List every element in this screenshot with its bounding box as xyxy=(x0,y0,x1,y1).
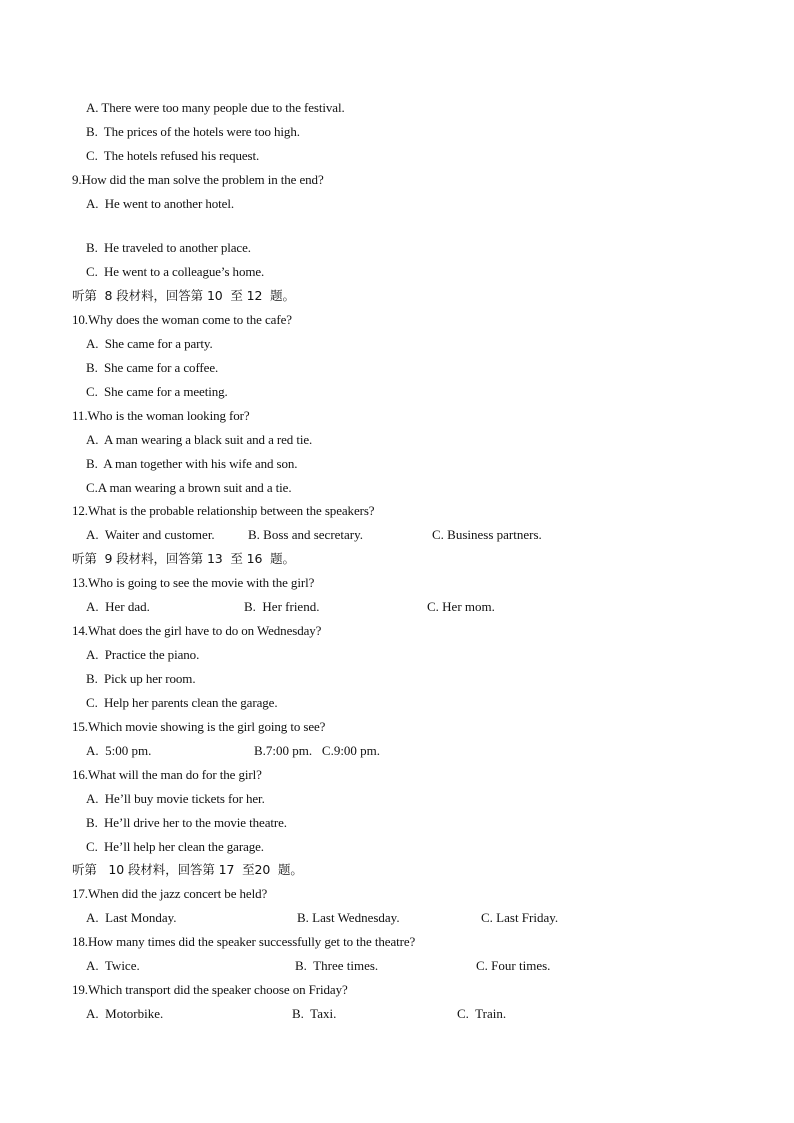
q16-option-a: A. He’ll buy movie tickets for her. xyxy=(86,791,265,806)
q10-option-c: C. She came for a meeting. xyxy=(86,384,228,399)
q9-option-c: C. He went to a colleague’s home. xyxy=(86,264,265,279)
q13-option-b: B. Her friend. xyxy=(244,599,320,614)
q19-option-a: A. Motorbike. xyxy=(86,1006,164,1021)
q14-option-c: C. Help her parents clean the garage. xyxy=(86,695,278,710)
q8-option-a: A. There were too many people due to the festival. xyxy=(86,100,345,115)
question-15: 15.Which movie showing is the girl going to see? xyxy=(72,719,326,734)
question-18: 18.How many times did the speaker successfully get to the theatre? xyxy=(72,934,416,949)
section-heading-8: 听第 8 段材料，回答第 10 至 12 题。 xyxy=(72,288,295,303)
q16-option-b: B. He’ll drive her to the movie theatre. xyxy=(86,815,287,830)
q18-option-c: C. Four times. xyxy=(476,958,551,973)
question-12: 12.What is the probable relationship between the speakers? xyxy=(72,503,375,518)
q15-option-a: A. 5:00 pm. xyxy=(86,743,152,758)
q12-option-b: B. Boss and secretary. xyxy=(248,527,364,542)
q14-option-a: A. Practice the piano. xyxy=(86,647,200,662)
section-heading-10: 听第 10 段材料，回答第 17 至20 题。 xyxy=(72,862,303,877)
section-heading-9: 听第 9 段材料，回答第 13 至 16 题。 xyxy=(72,551,295,566)
q8-option-b: B. The prices of the hotels were too high. xyxy=(86,124,300,139)
q11-option-a: A. A man wearing a black suit and a red tie. xyxy=(86,432,313,447)
q18-option-a: A. Twice. xyxy=(86,958,140,973)
q18-option-b: B. Three times. xyxy=(295,958,379,973)
question-17: 17.When did the jazz concert be held? xyxy=(72,886,268,901)
question-14: 14.What does the girl have to do on Wednesday? xyxy=(72,623,322,638)
q10-option-a: A. She came for a party. xyxy=(86,336,213,351)
q14-option-b: B. Pick up her room. xyxy=(86,671,196,686)
q13-option-a: A. Her dad. xyxy=(86,599,150,614)
q19-option-c: C. Train. xyxy=(457,1006,507,1021)
q11-option-c: C.A man wearing a brown suit and a tie. xyxy=(86,480,292,495)
question-11: 11.Who is the woman looking for? xyxy=(72,408,250,423)
question-19: 19.Which transport did the speaker choose on Friday? xyxy=(72,982,348,997)
q12-option-c: C. Business partners. xyxy=(432,527,542,542)
question-10: 10.Why does the woman come to the cafe? xyxy=(72,312,292,327)
q8-option-c: C. The hotels refused his request. xyxy=(86,148,260,163)
question-9: 9.How did the man solve the problem in the end? xyxy=(72,172,324,187)
q10-option-b: B. She came for a coffee. xyxy=(86,360,219,375)
q13-option-c: C. Her mom. xyxy=(427,599,495,614)
q12-option-a: A. Waiter and customer. xyxy=(86,527,215,542)
q15-option-bc: B.7:00 pm. C.9:00 pm. xyxy=(254,743,381,758)
q17-option-a: A. Last Monday. xyxy=(86,910,177,925)
q19-option-b: B. Taxi. xyxy=(292,1006,337,1021)
q9-option-b: B. He traveled to another place. xyxy=(86,240,251,255)
q17-option-b: B. Last Wednesday. xyxy=(297,910,400,925)
q9-option-a: A. He went to another hotel. xyxy=(86,196,235,211)
q11-option-b: B. A man together with his wife and son. xyxy=(86,456,298,471)
q17-option-c: C. Last Friday. xyxy=(481,910,559,925)
question-16: 16.What will the man do for the girl? xyxy=(72,767,262,782)
q16-option-c: C. He’ll help her clean the garage. xyxy=(86,839,264,854)
question-13: 13.Who is going to see the movie with the girl? xyxy=(72,575,315,590)
